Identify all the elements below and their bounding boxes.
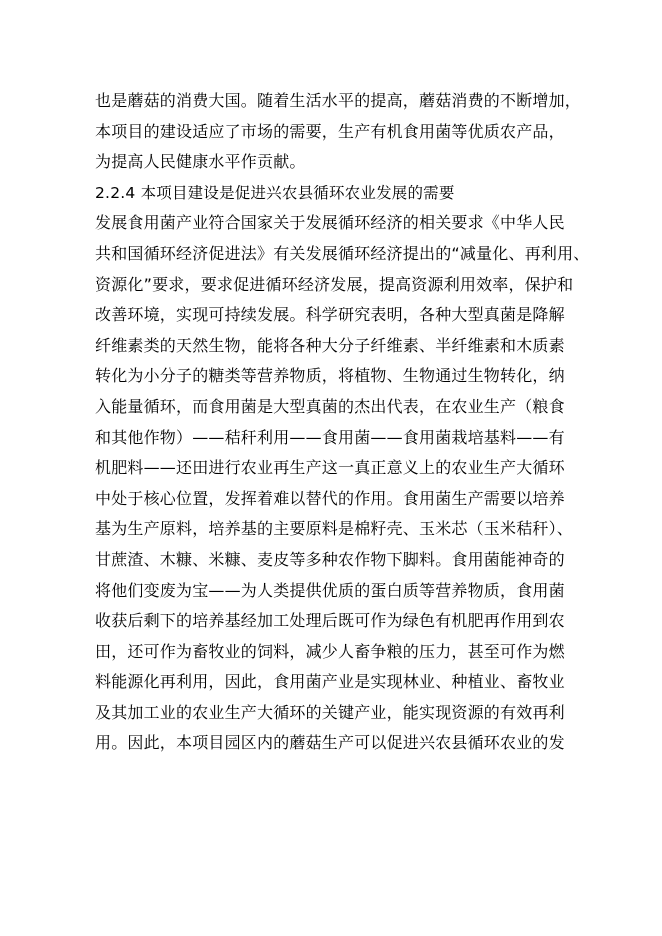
paragraph-line: 转化为小分子的糖类等营养物质，将植物、生物通过生物转化，纳 xyxy=(95,366,565,386)
paragraph-line: 甘蔗渣、木糠、米糠、麦皮等多种农作物下脚料。食用菌能神奇的 xyxy=(95,549,565,569)
paragraph-line: 本项目的建设适应了市场的需要，生产有机食用菌等优质农产品， xyxy=(95,121,565,141)
paragraph-line: 也是蘑菇的消费大国。随着生活水平的提高，蘑菇消费的不断增加， xyxy=(95,91,582,110)
paragraph-line: 及其加工业的农业生产大循环的关键产业，能实现资源的有效再利 xyxy=(95,702,565,722)
paragraph-line: 资源化”要求，要求促进循环经济发展，提高资源利用效率，保护和 xyxy=(95,274,574,294)
paragraph-line: 用。因此，本项目园区内的蘑菇生产可以促进兴农县循环农业的发 xyxy=(95,733,565,753)
paragraph-line: 和其他作物）——秸秆利用——食用菌——食用菌栽培基料——有 xyxy=(95,427,565,447)
paragraph-line: 收获后剩下的培养基经加工处理后既可作为绿色有机肥再作用到农 xyxy=(95,611,565,631)
paragraph-line: 发展食用菌产业符合国家关于发展循环经济的相关要求《中华人民 xyxy=(95,213,565,233)
paragraph-line: 基为生产原料，培养基的主要原料是棉籽壳、玉米芯（玉米秸秆）、 xyxy=(95,519,574,539)
paragraph-line: 机肥料——还田进行农业再生产这一真正意义上的农业生产大循环 xyxy=(95,458,565,478)
paragraph-line: 将他们变废为宝——为人类提供优质的蛋白质等营养物质，食用菌 xyxy=(95,580,565,600)
paragraph-line: 田，还可作为畜牧业的饲料，减少人畜争粮的压力，甚至可作为燃 xyxy=(95,641,565,661)
document-body xyxy=(95,86,590,759)
section-heading: 2.2.4 本项目建设是促进兴农县循环农业发展的需要 xyxy=(95,183,455,202)
paragraph-line: 中处于核心位置，发挥着难以替代的作用。食用菌生产需要以培养 xyxy=(95,488,565,508)
paragraph-line: 入能量循环，而食用菌是大型真菌的杰出代表，在农业生产（粮食 xyxy=(95,396,565,416)
paragraph-line: 纤维素类的天然生物，能将各种大分子纤维素、半纤维素和木质素 xyxy=(95,335,565,355)
paragraph-line: 料能源化再利用，因此，食用菌产业是实现林业、种植业、畜牧业 xyxy=(95,672,565,692)
paragraph-line: 改善环境，实现可持续发展。科学研究表明，各种大型真菌是降解 xyxy=(95,305,565,325)
paragraph-line: 为提高人民健康水平作贡献。 xyxy=(95,152,306,172)
paragraph-line: 共和国循环经济促进法》有关发展循环经济提出的“减量化、再利用、 xyxy=(95,243,590,263)
